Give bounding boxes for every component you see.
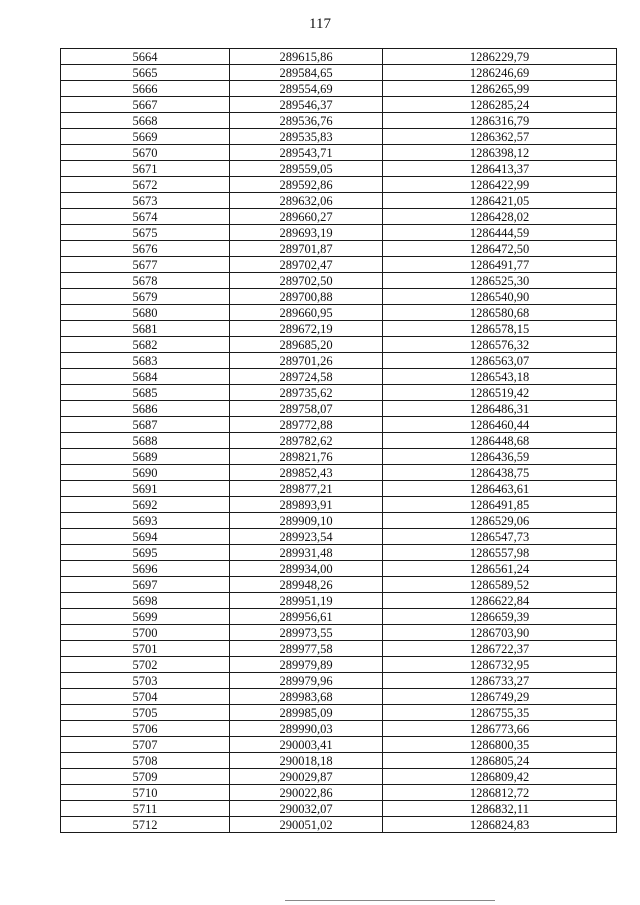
table-row <box>61 817 617 833</box>
x-coordinate-cell: 289702,47 <box>230 257 383 273</box>
x-coordinate-cell: 289700,88 <box>230 289 383 305</box>
y-coordinate-cell: 1286422,99 <box>383 177 617 193</box>
table-row <box>61 241 617 257</box>
table-row <box>61 193 617 209</box>
y-coordinate-cell: 1286722,37 <box>383 641 617 657</box>
x-coordinate-cell: 289977,58 <box>230 641 383 657</box>
x-coordinate-cell: 289660,95 <box>230 305 383 321</box>
x-coordinate-cell: 289584,65 <box>230 65 383 81</box>
y-coordinate-cell: 1286529,06 <box>383 513 617 529</box>
table-row <box>61 801 617 817</box>
y-coordinate-cell: 1286491,85 <box>383 497 617 513</box>
y-coordinate-cell: 1286519,42 <box>383 385 617 401</box>
y-coordinate-cell: 1286832,11 <box>383 801 617 817</box>
y-coordinate-cell: 1286486,31 <box>383 401 617 417</box>
point-number-cell: 5705 <box>61 705 230 721</box>
y-coordinate-cell: 1286557,98 <box>383 545 617 561</box>
y-coordinate-cell: 1286543,18 <box>383 369 617 385</box>
point-number-cell: 5677 <box>61 257 230 273</box>
table-row <box>61 481 617 497</box>
point-number-cell: 5697 <box>61 577 230 593</box>
x-coordinate-cell: 289701,87 <box>230 241 383 257</box>
x-coordinate-cell: 289735,62 <box>230 385 383 401</box>
x-coordinate-cell: 290032,07 <box>230 801 383 817</box>
point-number-cell: 5703 <box>61 673 230 689</box>
table-row <box>61 689 617 705</box>
x-coordinate-cell: 289979,89 <box>230 657 383 673</box>
point-number-cell: 5681 <box>61 321 230 337</box>
x-coordinate-cell: 289782,62 <box>230 433 383 449</box>
x-coordinate-cell: 289772,88 <box>230 417 383 433</box>
y-coordinate-cell: 1286589,52 <box>383 577 617 593</box>
table-row <box>61 305 617 321</box>
table-row <box>61 353 617 369</box>
x-coordinate-cell: 289948,26 <box>230 577 383 593</box>
page-number: 117 <box>309 16 331 32</box>
y-coordinate-cell: 1286438,75 <box>383 465 617 481</box>
point-number-cell: 5682 <box>61 337 230 353</box>
y-coordinate-cell: 1286773,66 <box>383 721 617 737</box>
y-coordinate-cell: 1286362,57 <box>383 129 617 145</box>
point-number-cell: 5706 <box>61 721 230 737</box>
y-coordinate-cell: 1286413,37 <box>383 161 617 177</box>
table-row <box>61 529 617 545</box>
table-row <box>61 577 617 593</box>
y-coordinate-cell: 1286659,39 <box>383 609 617 625</box>
y-coordinate-cell: 1286463,61 <box>383 481 617 497</box>
x-coordinate-cell: 289554,69 <box>230 81 383 97</box>
x-coordinate-cell: 289923,54 <box>230 529 383 545</box>
x-coordinate-cell: 289983,68 <box>230 689 383 705</box>
y-coordinate-cell: 1286444,59 <box>383 225 617 241</box>
x-coordinate-cell: 289893,91 <box>230 497 383 513</box>
point-number-cell: 5699 <box>61 609 230 625</box>
table-row <box>61 321 617 337</box>
x-coordinate-cell: 289535,83 <box>230 129 383 145</box>
table-row <box>61 113 617 129</box>
table-row <box>61 289 617 305</box>
y-coordinate-cell: 1286460,44 <box>383 417 617 433</box>
point-number-cell: 5702 <box>61 657 230 673</box>
table-row <box>61 417 617 433</box>
table-row <box>61 97 617 113</box>
point-number-cell: 5667 <box>61 97 230 113</box>
x-coordinate-cell: 290022,86 <box>230 785 383 801</box>
y-coordinate-cell: 1286800,35 <box>383 737 617 753</box>
y-coordinate-cell: 1286755,35 <box>383 705 617 721</box>
point-number-cell: 5672 <box>61 177 230 193</box>
y-coordinate-cell: 1286576,32 <box>383 337 617 353</box>
x-coordinate-cell: 289934,00 <box>230 561 383 577</box>
x-coordinate-cell: 289546,37 <box>230 97 383 113</box>
y-coordinate-cell: 1286732,95 <box>383 657 617 673</box>
x-coordinate-cell: 289909,10 <box>230 513 383 529</box>
table-row <box>61 609 617 625</box>
table-row <box>61 145 617 161</box>
x-coordinate-cell: 289543,71 <box>230 145 383 161</box>
point-number-cell: 5675 <box>61 225 230 241</box>
y-coordinate-cell: 1286547,73 <box>383 529 617 545</box>
table-row <box>61 449 617 465</box>
y-coordinate-cell: 1286428,02 <box>383 209 617 225</box>
x-coordinate-cell: 289693,19 <box>230 225 383 241</box>
table-row <box>61 257 617 273</box>
point-number-cell: 5707 <box>61 737 230 753</box>
coordinates-table-body <box>61 49 617 833</box>
x-coordinate-cell: 289852,43 <box>230 465 383 481</box>
x-coordinate-cell: 289758,07 <box>230 401 383 417</box>
x-coordinate-cell: 289632,06 <box>230 193 383 209</box>
point-number-cell: 5685 <box>61 385 230 401</box>
coordinates-table <box>60 48 617 833</box>
table-row <box>61 513 617 529</box>
y-coordinate-cell: 1286580,68 <box>383 305 617 321</box>
point-number-cell: 5695 <box>61 545 230 561</box>
y-coordinate-cell: 1286472,50 <box>383 241 617 257</box>
bottom-rule <box>285 900 495 901</box>
table-row <box>61 49 617 65</box>
point-number-cell: 5692 <box>61 497 230 513</box>
point-number-cell: 5678 <box>61 273 230 289</box>
point-number-cell: 5708 <box>61 753 230 769</box>
x-coordinate-cell: 289979,96 <box>230 673 383 689</box>
x-coordinate-cell: 289931,48 <box>230 545 383 561</box>
y-coordinate-cell: 1286316,79 <box>383 113 617 129</box>
y-coordinate-cell: 1286824,83 <box>383 817 617 833</box>
table-row <box>61 129 617 145</box>
point-number-cell: 5689 <box>61 449 230 465</box>
table-row <box>61 721 617 737</box>
point-number-cell: 5684 <box>61 369 230 385</box>
x-coordinate-cell: 289956,61 <box>230 609 383 625</box>
x-coordinate-cell: 289951,19 <box>230 593 383 609</box>
point-number-cell: 5710 <box>61 785 230 801</box>
point-number-cell: 5688 <box>61 433 230 449</box>
table-row <box>61 81 617 97</box>
point-number-cell: 5683 <box>61 353 230 369</box>
x-coordinate-cell: 289877,21 <box>230 481 383 497</box>
y-coordinate-cell: 1286809,42 <box>383 769 617 785</box>
point-number-cell: 5674 <box>61 209 230 225</box>
point-number-cell: 5698 <box>61 593 230 609</box>
table-row <box>61 785 617 801</box>
y-coordinate-cell: 1286285,24 <box>383 97 617 113</box>
table-row <box>61 593 617 609</box>
point-number-cell: 5711 <box>61 801 230 817</box>
y-coordinate-cell: 1286436,59 <box>383 449 617 465</box>
table-row <box>61 225 617 241</box>
table-row <box>61 769 617 785</box>
point-number-cell: 5680 <box>61 305 230 321</box>
y-coordinate-cell: 1286398,12 <box>383 145 617 161</box>
y-coordinate-cell: 1286733,27 <box>383 673 617 689</box>
table-row <box>61 65 617 81</box>
x-coordinate-cell: 289990,03 <box>230 721 383 737</box>
point-number-cell: 5669 <box>61 129 230 145</box>
y-coordinate-cell: 1286540,90 <box>383 289 617 305</box>
point-number-cell: 5701 <box>61 641 230 657</box>
y-coordinate-cell: 1286703,90 <box>383 625 617 641</box>
point-number-cell: 5670 <box>61 145 230 161</box>
x-coordinate-cell: 289660,27 <box>230 209 383 225</box>
x-coordinate-cell: 290003,41 <box>230 737 383 753</box>
point-number-cell: 5671 <box>61 161 230 177</box>
table-row <box>61 385 617 401</box>
y-coordinate-cell: 1286805,24 <box>383 753 617 769</box>
point-number-cell: 5709 <box>61 769 230 785</box>
point-number-cell: 5666 <box>61 81 230 97</box>
point-number-cell: 5679 <box>61 289 230 305</box>
table-row <box>61 625 617 641</box>
y-coordinate-cell: 1286246,69 <box>383 65 617 81</box>
point-number-cell: 5673 <box>61 193 230 209</box>
table-row <box>61 753 617 769</box>
y-coordinate-cell: 1286448,68 <box>383 433 617 449</box>
table-row <box>61 369 617 385</box>
x-coordinate-cell: 289685,20 <box>230 337 383 353</box>
x-coordinate-cell: 289672,19 <box>230 321 383 337</box>
y-coordinate-cell: 1286561,24 <box>383 561 617 577</box>
x-coordinate-cell: 289701,26 <box>230 353 383 369</box>
y-coordinate-cell: 1286812,72 <box>383 785 617 801</box>
y-coordinate-cell: 1286622,84 <box>383 593 617 609</box>
x-coordinate-cell: 289973,55 <box>230 625 383 641</box>
y-coordinate-cell: 1286421,05 <box>383 193 617 209</box>
x-coordinate-cell: 289724,58 <box>230 369 383 385</box>
point-number-cell: 5704 <box>61 689 230 705</box>
point-number-cell: 5700 <box>61 625 230 641</box>
x-coordinate-cell: 289702,50 <box>230 273 383 289</box>
x-coordinate-cell: 290029,87 <box>230 769 383 785</box>
table-row <box>61 209 617 225</box>
point-number-cell: 5664 <box>61 49 230 65</box>
point-number-cell: 5690 <box>61 465 230 481</box>
x-coordinate-cell: 290051,02 <box>230 817 383 833</box>
table-row <box>61 657 617 673</box>
point-number-cell: 5665 <box>61 65 230 81</box>
point-number-cell: 5668 <box>61 113 230 129</box>
y-coordinate-cell: 1286229,79 <box>383 49 617 65</box>
point-number-cell: 5694 <box>61 529 230 545</box>
x-coordinate-cell: 289559,05 <box>230 161 383 177</box>
point-number-cell: 5686 <box>61 401 230 417</box>
table-row <box>61 177 617 193</box>
table-row <box>61 641 617 657</box>
table-row <box>61 401 617 417</box>
y-coordinate-cell: 1286525,30 <box>383 273 617 289</box>
x-coordinate-cell: 289821,76 <box>230 449 383 465</box>
point-number-cell: 5712 <box>61 817 230 833</box>
table-row <box>61 433 617 449</box>
table-row <box>61 337 617 353</box>
point-number-cell: 5691 <box>61 481 230 497</box>
x-coordinate-cell: 290018,18 <box>230 753 383 769</box>
table-row <box>61 465 617 481</box>
table-row <box>61 161 617 177</box>
point-number-cell: 5696 <box>61 561 230 577</box>
point-number-cell: 5687 <box>61 417 230 433</box>
table-row <box>61 673 617 689</box>
x-coordinate-cell: 289592,86 <box>230 177 383 193</box>
table-row <box>61 497 617 513</box>
point-number-cell: 5676 <box>61 241 230 257</box>
table-row <box>61 705 617 721</box>
y-coordinate-cell: 1286749,29 <box>383 689 617 705</box>
y-coordinate-cell: 1286265,99 <box>383 81 617 97</box>
y-coordinate-cell: 1286491,77 <box>383 257 617 273</box>
x-coordinate-cell: 289536,76 <box>230 113 383 129</box>
y-coordinate-cell: 1286578,15 <box>383 321 617 337</box>
table-row <box>61 545 617 561</box>
table-row <box>61 737 617 753</box>
table-row <box>61 273 617 289</box>
y-coordinate-cell: 1286563,07 <box>383 353 617 369</box>
table-row <box>61 561 617 577</box>
x-coordinate-cell: 289615,86 <box>230 49 383 65</box>
point-number-cell: 5693 <box>61 513 230 529</box>
x-coordinate-cell: 289985,09 <box>230 705 383 721</box>
